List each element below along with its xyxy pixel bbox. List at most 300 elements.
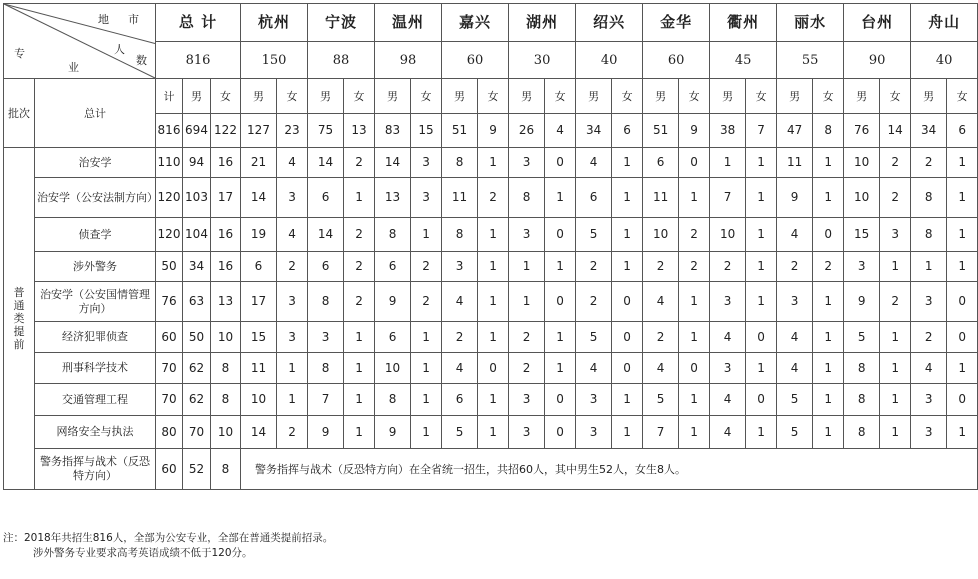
city-male-value: 6 [375,322,411,353]
city-female-value: 0 [478,353,509,384]
city-total-value: 98 [375,42,442,79]
city-female-value: 0 [947,322,978,353]
sub-header-male: 男 [442,79,478,114]
city-male-value: 3 [308,322,344,353]
city-female-value: 1 [813,148,844,178]
major-name: 侦查学 [35,218,156,252]
city-male-value: 1 [509,252,545,282]
city-male-value: 19 [241,218,277,252]
city-female-value: 1 [813,416,844,449]
city-female-value: 1 [679,322,710,353]
row-female: 8 [211,353,241,384]
city-female-value: 2 [679,252,710,282]
city-male-value: 3 [576,416,612,449]
city-female-value: 1 [746,148,777,178]
city-male-value: 9 [777,178,813,218]
city-female-value: 1 [813,178,844,218]
city-male-value: 4 [777,353,813,384]
row-female: 16 [211,218,241,252]
city-female-value: 0 [679,148,710,178]
sub-header-male: 男 [643,79,679,114]
city-male-value: 11 [777,148,813,178]
total-header: 总 计 [156,4,241,42]
city-female-value: 0 [545,282,576,322]
row-female: 8 [211,449,241,490]
city-male-value: 15 [241,322,277,353]
city-male-value: 3 [911,384,947,416]
sub-header-total: 计 [156,79,183,114]
city-male-value: 6 [308,252,344,282]
city-male-value: 8 [308,282,344,322]
city-female-value: 3 [277,322,308,353]
city-total-value: 60 [442,42,509,79]
city-male-value: 14 [241,416,277,449]
sum-city-male: 51 [442,114,478,148]
city-male-value: 1 [710,148,746,178]
city-male-value: 6 [308,178,344,218]
city-female-value: 1 [746,252,777,282]
city-female-value: 1 [679,178,710,218]
city-male-value: 17 [241,282,277,322]
sum-city-female: 15 [411,114,442,148]
special-row [4,449,978,490]
city-total-value: 40 [911,42,978,79]
city-male-value: 10 [844,178,880,218]
city-male-value: 21 [241,148,277,178]
city-total-value: 45 [710,42,777,79]
city-female-value: 1 [947,252,978,282]
row-total: 80 [156,416,183,449]
sum-city-female: 9 [679,114,710,148]
city-header: 衢州 [710,4,777,42]
row-male: 52 [183,449,211,490]
city-female-value: 0 [545,416,576,449]
city-header: 嘉兴 [442,4,509,42]
city-male-value: 5 [844,322,880,353]
corner-major-char-1: 专 [14,47,25,60]
city-female-value: 1 [545,178,576,218]
sum-city-male: 38 [710,114,746,148]
sub-header-female: 女 [344,79,375,114]
city-female-value: 2 [344,252,375,282]
city-female-value: 1 [344,178,375,218]
corner-major-char-2: 业 [68,61,79,74]
city-female-value: 0 [612,282,643,322]
row-total: 120 [156,218,183,252]
sum-female: 122 [211,114,241,148]
major-name: 交通管理工程 [35,384,156,416]
major-name: 警务指挥与战术（反恐特方向） [35,449,156,490]
table-row [4,148,978,178]
row-total: 60 [156,449,183,490]
city-male-value: 4 [777,322,813,353]
table-row [4,178,978,218]
row-male: 94 [183,148,211,178]
city-female-value: 1 [947,416,978,449]
sub-header-male: 男 [308,79,344,114]
major-name: 刑事科学技术 [35,353,156,384]
city-male-value: 4 [576,148,612,178]
city-female-value: 0 [947,282,978,322]
city-female-value: 1 [880,252,911,282]
corner-region-char-1: 地 [98,13,109,26]
city-male-value: 2 [911,322,947,353]
table-row [4,416,978,449]
city-total-value: 150 [241,42,308,79]
category-cell [4,148,35,490]
city-male-value: 4 [442,353,478,384]
city-male-value: 2 [442,322,478,353]
sub-header-male: 男 [777,79,813,114]
table-row [4,322,978,353]
city-male-value: 2 [643,252,679,282]
city-male-value: 10 [710,218,746,252]
city-female-value: 1 [746,353,777,384]
sum-city-male: 76 [844,114,880,148]
sub-header-male: 男 [844,79,880,114]
sum-city-female: 9 [478,114,509,148]
city-female-value: 1 [344,353,375,384]
city-female-value: 1 [545,252,576,282]
city-header: 湖州 [509,4,576,42]
row-female: 10 [211,416,241,449]
city-female-value: 3 [880,218,911,252]
city-male-value: 7 [643,416,679,449]
major-name: 治安学（公安国情管理方向） [35,282,156,322]
city-male-value: 7 [710,178,746,218]
sub-header-male: 男 [911,79,947,114]
city-male-value: 8 [442,218,478,252]
enrollment-plan-table-container [3,3,968,490]
city-female-value: 2 [277,252,308,282]
sub-header-male: 男 [509,79,545,114]
row-male: 70 [183,416,211,449]
footer-note-line: 注：2018年共招生816人，全部为公安专业，全部在普通类提前招录。 [3,532,334,544]
city-female-value: 1 [746,416,777,449]
row-male: 63 [183,282,211,322]
row-male: 103 [183,178,211,218]
city-male-value: 3 [911,416,947,449]
city-female-value: 1 [679,384,710,416]
city-male-value: 8 [911,218,947,252]
city-male-value: 8 [844,384,880,416]
city-male-value: 2 [509,353,545,384]
sub-header-row [4,79,978,114]
city-female-value: 1 [679,282,710,322]
city-header: 丽水 [777,4,844,42]
city-header: 金华 [643,4,710,42]
enrollment-plan-table [3,3,978,490]
city-male-value: 5 [777,384,813,416]
city-male-value: 14 [375,148,411,178]
city-male-value: 6 [576,178,612,218]
city-male-value: 5 [777,416,813,449]
corner-count-char-1: 人 [114,43,125,56]
city-female-value: 1 [612,416,643,449]
city-female-value: 1 [478,148,509,178]
city-male-value: 4 [576,353,612,384]
city-female-value: 3 [277,178,308,218]
sub-header-female: 女 [947,79,978,114]
city-male-value: 9 [375,282,411,322]
city-male-value: 3 [710,282,746,322]
city-male-value: 13 [375,178,411,218]
major-name: 治安学 [35,148,156,178]
city-female-value: 1 [411,384,442,416]
sub-header-female: 女 [746,79,777,114]
city-male-value: 4 [643,282,679,322]
city-female-value: 1 [344,384,375,416]
city-total-value: 60 [643,42,710,79]
city-male-value: 2 [710,252,746,282]
row-total: 60 [156,322,183,353]
sub-header-female: 女 [211,79,241,114]
table-row [4,252,978,282]
batch-label: 批次 [4,79,35,148]
city-male-value: 2 [509,322,545,353]
city-male-value: 4 [710,416,746,449]
city-male-value: 3 [710,353,746,384]
city-female-value: 1 [545,353,576,384]
row-male: 62 [183,353,211,384]
city-total-value: 40 [576,42,643,79]
city-female-value: 1 [478,252,509,282]
city-female-value: 4 [277,148,308,178]
row-female: 16 [211,148,241,178]
city-female-value: 0 [679,353,710,384]
city-male-value: 9 [844,282,880,322]
city-female-value: 1 [478,384,509,416]
sum-city-female: 13 [344,114,375,148]
city-female-value: 1 [411,353,442,384]
city-female-value: 1 [545,322,576,353]
city-male-value: 3 [576,384,612,416]
city-female-value: 3 [411,148,442,178]
city-female-value: 2 [344,148,375,178]
sub-header-male: 男 [375,79,411,114]
table-row [4,218,978,252]
city-female-value: 1 [947,178,978,218]
row-total: 70 [156,353,183,384]
city-female-value: 2 [344,282,375,322]
sub-header-female: 女 [545,79,576,114]
city-male-value: 2 [911,148,947,178]
city-female-value: 1 [612,384,643,416]
city-header: 舟山 [911,4,978,42]
city-male-value: 3 [844,252,880,282]
row-male: 104 [183,218,211,252]
sum-city-female: 14 [880,114,911,148]
city-male-value: 10 [375,353,411,384]
special-row-note: 警务指挥与战术（反恐特方向）在全省统一招生，共招60人，其中男生52人，女生8人。 [241,449,978,490]
city-female-value: 2 [411,282,442,322]
sub-header-female: 女 [411,79,442,114]
city-female-value: 1 [411,416,442,449]
city-female-value: 1 [746,282,777,322]
city-male-value: 1 [509,282,545,322]
city-female-value: 1 [344,416,375,449]
city-female-value: 1 [880,416,911,449]
city-female-value: 2 [344,218,375,252]
city-female-value: 2 [880,282,911,322]
grand-total-value: 816 [156,42,241,79]
city-header: 温州 [375,4,442,42]
major-name: 网络安全与执法 [35,416,156,449]
city-female-value: 2 [277,416,308,449]
row-total: 110 [156,148,183,178]
city-total-value: 88 [308,42,375,79]
city-female-value: 0 [545,218,576,252]
city-female-value: 2 [679,218,710,252]
city-female-value: 0 [746,384,777,416]
city-female-value: 4 [277,218,308,252]
city-female-value: 1 [478,282,509,322]
city-female-value: 1 [880,353,911,384]
city-female-value: 1 [947,148,978,178]
city-male-value: 1 [911,252,947,282]
row-female: 16 [211,252,241,282]
city-male-value: 5 [576,322,612,353]
city-female-value: 0 [612,322,643,353]
city-male-value: 8 [911,178,947,218]
sum-city-male: 127 [241,114,277,148]
city-male-value: 4 [710,384,746,416]
city-female-value: 1 [612,252,643,282]
city-female-value: 1 [478,218,509,252]
city-male-value: 8 [442,148,478,178]
sum-male: 694 [183,114,211,148]
city-female-value: 0 [545,384,576,416]
city-total-value: 30 [509,42,576,79]
city-female-value: 1 [411,322,442,353]
row-female: 17 [211,178,241,218]
city-female-value: 1 [746,178,777,218]
sum-city-female: 6 [947,114,978,148]
row-total: 120 [156,178,183,218]
corner-region-char-2: 市 [128,13,139,26]
city-male-value: 4 [442,282,478,322]
city-male-value: 6 [241,252,277,282]
city-female-value: 1 [478,416,509,449]
sum-label: 总计 [35,79,156,148]
table-row [4,353,978,384]
city-female-value: 1 [612,178,643,218]
city-male-value: 11 [643,178,679,218]
city-total-value: 90 [844,42,911,79]
city-male-value: 4 [643,353,679,384]
city-female-value: 1 [947,353,978,384]
city-female-value: 1 [880,384,911,416]
sub-header-female: 女 [813,79,844,114]
city-male-value: 8 [375,384,411,416]
city-female-value: 1 [813,384,844,416]
city-male-value: 3 [509,218,545,252]
city-male-value: 9 [375,416,411,449]
city-female-value: 1 [813,353,844,384]
sub-header-male: 男 [710,79,746,114]
city-male-value: 4 [710,322,746,353]
major-name: 涉外警务 [35,252,156,282]
sum-city-male: 51 [643,114,679,148]
city-male-value: 14 [308,148,344,178]
row-total: 76 [156,282,183,322]
city-female-value: 1 [478,322,509,353]
city-male-value: 4 [911,353,947,384]
city-female-value: 1 [277,353,308,384]
city-male-value: 11 [241,353,277,384]
sub-header-male: 男 [576,79,612,114]
city-male-value: 5 [643,384,679,416]
sum-total: 816 [156,114,183,148]
city-female-value: 2 [478,178,509,218]
city-female-value: 1 [277,384,308,416]
city-male-value: 15 [844,218,880,252]
corner-count-char-2: 数 [136,54,147,67]
city-male-value: 10 [241,384,277,416]
city-male-value: 6 [375,252,411,282]
city-male-value: 8 [509,178,545,218]
city-header: 杭州 [241,4,308,42]
city-female-value: 1 [344,322,375,353]
city-male-value: 3 [911,282,947,322]
footer-notes [3,531,957,561]
table-row [4,384,978,416]
city-female-value: 0 [612,353,643,384]
city-male-value: 14 [308,218,344,252]
city-female-value: 0 [746,322,777,353]
city-male-value: 5 [442,416,478,449]
row-female: 13 [211,282,241,322]
city-male-value: 3 [509,148,545,178]
city-female-value: 1 [612,148,643,178]
city-female-value: 1 [746,218,777,252]
city-female-value: 1 [813,322,844,353]
city-header: 台州 [844,4,911,42]
sum-city-male: 83 [375,114,411,148]
city-female-value: 3 [411,178,442,218]
row-total: 50 [156,252,183,282]
city-male-value: 8 [844,416,880,449]
city-male-value: 9 [308,416,344,449]
sum-city-female: 7 [746,114,777,148]
footer-note-line: 涉外警务专业要求高考英语成绩不低于120分。 [33,547,253,559]
row-male: 50 [183,322,211,353]
sub-header-female: 女 [612,79,643,114]
city-female-value: 3 [277,282,308,322]
sub-header-male: 男 [241,79,277,114]
sub-header-female: 女 [880,79,911,114]
city-male-value: 6 [643,148,679,178]
city-male-value: 8 [844,353,880,384]
sum-city-male: 34 [911,114,947,148]
city-male-value: 3 [509,384,545,416]
city-female-value: 0 [947,384,978,416]
city-male-value: 6 [442,384,478,416]
city-male-value: 3 [777,282,813,322]
city-female-value: 2 [880,148,911,178]
city-header: 绍兴 [576,4,643,42]
city-male-value: 10 [844,148,880,178]
row-total: 70 [156,384,183,416]
table-row [4,282,978,322]
sum-city-female: 6 [612,114,643,148]
city-male-value: 5 [576,218,612,252]
city-total-value: 55 [777,42,844,79]
sum-city-male: 34 [576,114,612,148]
city-female-value: 1 [612,218,643,252]
city-male-value: 3 [509,416,545,449]
sub-header-female: 女 [478,79,509,114]
